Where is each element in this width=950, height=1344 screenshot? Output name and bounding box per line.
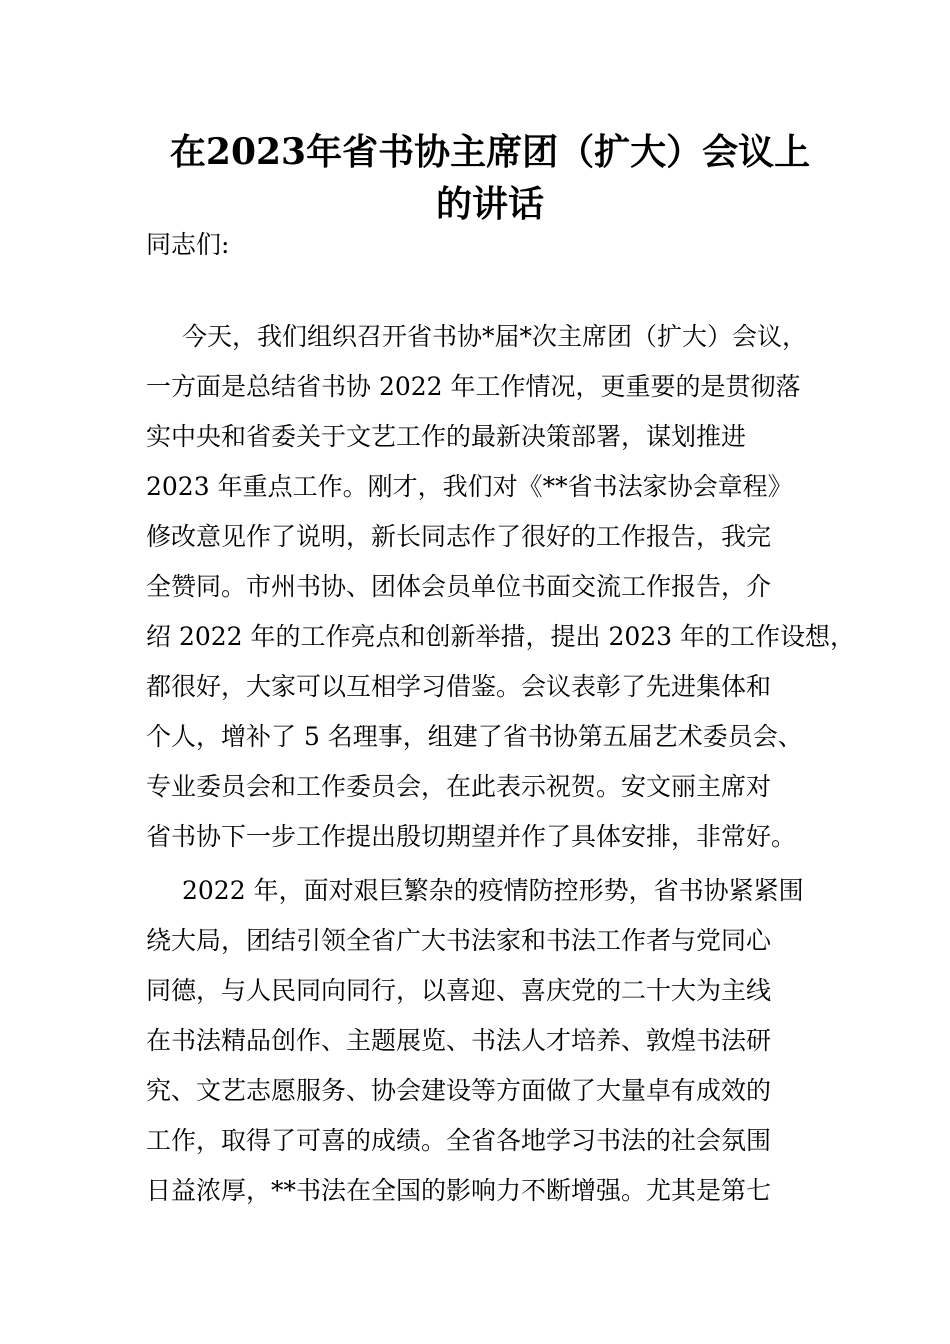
paragraph-line: 实中央和省委关于文艺工作的最新决策部署，谋划推进 (146, 422, 747, 451)
paragraph-line: 2022 年，面对艰巨繁杂的疫情防控形势，省书协紧紧围 (182, 876, 804, 905)
salutation-text: 同志们: (146, 230, 230, 259)
salutation (146, 220, 846, 270)
paragraph-line: 一方面是总结省书协 2022 年工作情况，更重要的是贯彻落 (146, 372, 801, 401)
paragraph-line: 同德，与人民同向同行，以喜迎、喜庆党的二十大为主线 (146, 976, 772, 1005)
title-line-1: 在2023年省书协主席团（扩大）会议上 (169, 131, 811, 173)
paragraph-line: 修改意见作了说明，新长同志作了很好的工作报告，我完 (146, 522, 772, 551)
paragraph-line: 都很好，大家可以互相学习借鉴。会议表彰了先进集体和 (146, 672, 772, 701)
paragraph-line: 全赞同。市州书协、团体会员单位书面交流工作报告，介 (146, 572, 772, 601)
title-line-2: 的讲话 (435, 183, 544, 225)
paragraph-line: 日益浓厚，**书法在全国的影响力不断增强。尤其是第七 (146, 1176, 772, 1205)
paragraph-line: 2023 年重点工作。刚才，我们对《**省书法家协会章程》 (146, 472, 793, 501)
paragraph-line: 绕大局，团结引领全省广大书法家和书法工作者与党同心 (146, 926, 772, 955)
paragraph-1 (146, 312, 856, 862)
document-title (120, 126, 860, 230)
paragraph-line: 今天，我们组织召开省书协*届*次主席团（扩大）会议， (182, 322, 808, 351)
paragraph-line: 省书协下一步工作提出殷切期望并作了具体安排，非常好。 (146, 822, 797, 851)
paragraph-2 (146, 866, 846, 1216)
paragraph-line: 在书法精品创作、主题展览、书法人才培养、敦煌书法研 (146, 1026, 772, 1055)
paragraph-line: 绍 2022 年的工作亮点和创新举措，提出 2023 年的工作设想， (146, 622, 856, 651)
paragraph-line: 专业委员会和工作委员会，在此表示祝贺。安文丽主席对 (146, 772, 772, 801)
paragraph-line: 工作，取得了可喜的成绩。全省各地学习书法的社会氛围 (146, 1126, 772, 1155)
paragraph-line: 个人，增补了 5 名理事，组建了省书协第五届艺术委员会、 (146, 722, 803, 751)
paragraph-line: 究、文艺志愿服务、协会建设等方面做了大量卓有成效的 (146, 1076, 772, 1105)
